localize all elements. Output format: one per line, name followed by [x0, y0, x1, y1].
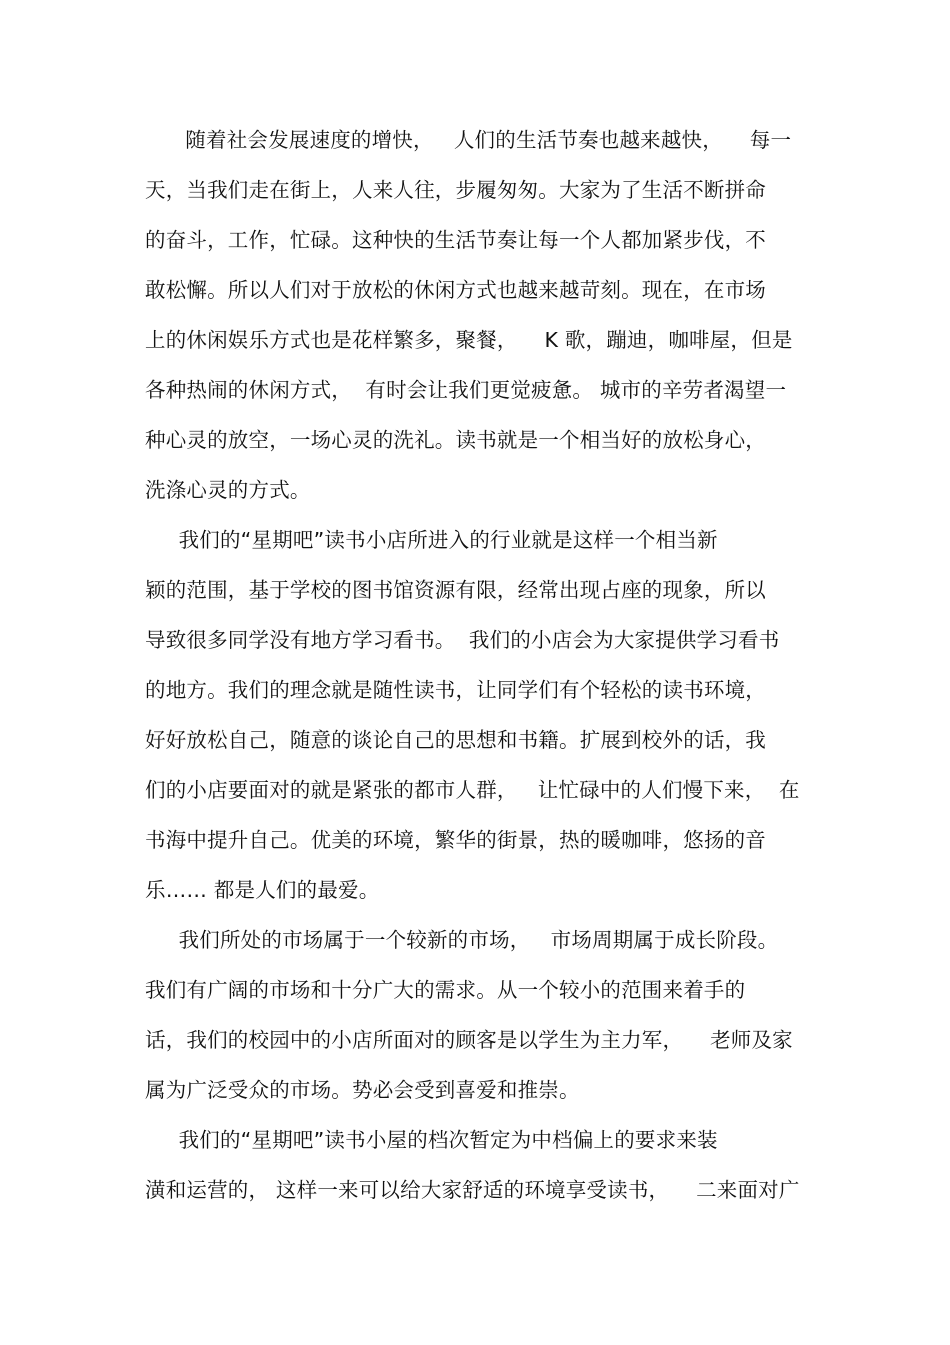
text-line: 颖的范围，基于学校的图书馆资源有限，经常出现占座的现象，所以 — [145, 578, 766, 602]
text-line: 好好放松自己，随意的谈论自己的思想和书籍。扩展到校外的话，我 — [145, 728, 766, 752]
text-line: 种心灵的放空，一场心灵的洗礼。读书就是一个相当好的放松身心， — [145, 428, 766, 452]
text-line: 随着社会发展速度的增快， 人们的生活节奏也越来越快， 每一 — [145, 128, 792, 152]
text-line: 洗涤心灵的方式。 — [145, 478, 311, 502]
text-line: 各种热闹的休闲方式， 有时会让我们更觉疲惫。 城市的辛劳者渴望一 — [145, 378, 787, 402]
text-line: 天，当我们走在街上，人来人往，步履匆匆。大家为了生活不断拼命 — [145, 178, 766, 202]
text-line: 属为广泛受众的市场。势必会受到喜爱和推崇。 — [145, 1078, 580, 1102]
text-line: 我们的“星期吧”读书小屋的档次暂定为中档偏上的要求来装 — [145, 1128, 718, 1152]
text-line: 我们所处的市场属于一个较新的市场， 市场周期属于成长阶段。 — [145, 928, 779, 952]
text-line: 的地方。我们的理念就是随性读书，让同学们有个轻松的读书环境， — [145, 678, 766, 702]
text-line: 话，我们的校园中的小店所面对的顾客是以学生为主力军， 老师及家 — [145, 1028, 793, 1052]
text-line: 导致很多同学没有地方学习看书。 我们的小店会为大家提供学习看书 — [145, 628, 780, 652]
text-line: 书海中提升自己。优美的环境，繁华的街景，热的暖咖啡，悠扬的音 — [145, 828, 766, 852]
text-line: 我们有广阔的市场和十分广大的需求。从一个较小的范围来着手的 — [145, 978, 746, 1002]
text-line: 我们的“星期吧”读书小店所进入的行业就是这样一个相当新 — [145, 528, 718, 552]
text-line: 敢松懈。所以人们对于放松的休闲方式也越来越苛刻。现在，在市场 — [145, 278, 766, 302]
text-line: 乐…… 都是人们的最爱。 — [145, 878, 380, 902]
text-line: 上的休闲娱乐方式也是花样繁多，聚餐， K 歌，蹦迪，咖啡屋，但是 — [145, 328, 793, 352]
text-line: 潢和运营的， 这样一来可以给大家舒适的环境享受读书， 二来面对广 — [145, 1178, 800, 1202]
text-line: 的奋斗，工作，忙碌。这种快的生活节奏让每一个人都加紧步伐，不 — [145, 228, 766, 252]
text-line: 们的小店要面对的就是紧张的都市人群， 让忙碌中的人们慢下来， 在 — [145, 778, 800, 802]
